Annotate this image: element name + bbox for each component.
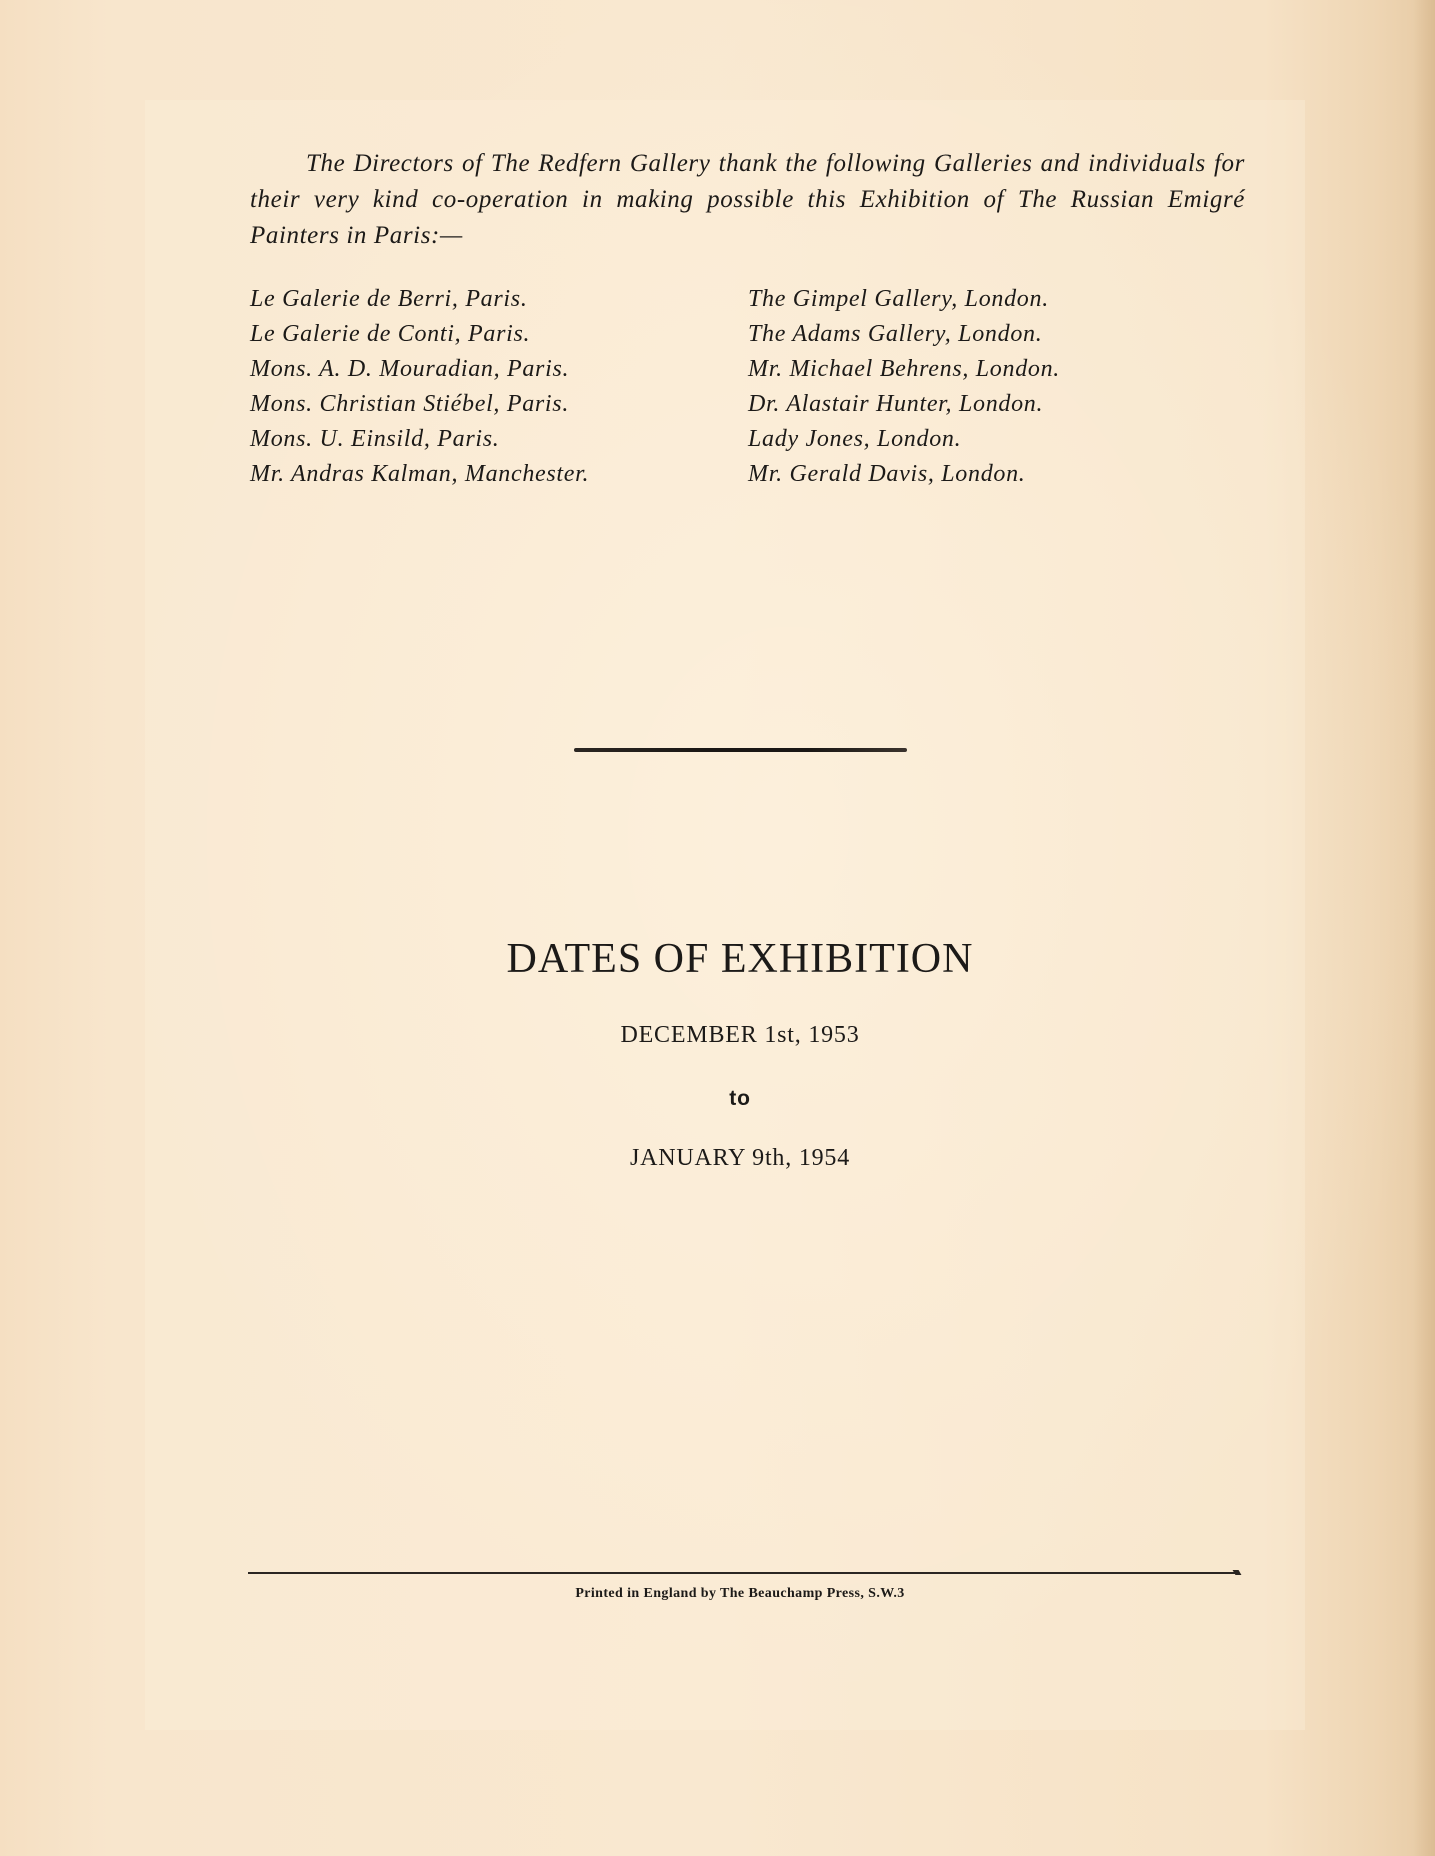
date-separator: to [729,1087,751,1110]
credits-list-left [250,282,589,492]
credit-item: Mons. A. D. Mouradian, Paris. [250,356,570,382]
credit-item: The Adams Gallery, London. [748,321,1043,347]
credit-item: The Gimpel Gallery, London. [748,286,1049,312]
exhibition-end-date: JANUARY 9th, 1954 [629,1145,851,1171]
credit-item: Lady Jones, London. [748,426,962,452]
page-edge-shadow [1413,0,1435,1856]
credit-item: Le Galerie de Conti, Paris. [250,321,531,347]
exhibition-start-date: DECEMBER 1st, 1953 [620,1022,860,1048]
credit-item: Dr. Alastair Hunter, London. [748,391,1044,417]
credit-item: Le Galerie de Berri, Paris. [250,286,528,312]
printer-imprint: Printed in England by The Beauchamp Press, S.W.3 [575,1586,905,1601]
dates-heading: DATES OF EXHIBITION [506,936,974,982]
credit-item: Mr. Andras Kalman, Manchester. [250,461,590,487]
credits-list-right [748,282,1060,492]
acknowledgement-paragraph: The Directors of The Redfern Gallery thank the following Galleries and individuals for their very kind co-operation in making possible this Exhibition of The Russian Emigré Painters in Paris:— [250,150,1245,249]
footer-rule [248,1572,1236,1574]
credit-item: Mr. Michael Behrens, London. [748,356,1061,382]
credit-item: Mons. U. Einsild, Paris. [250,426,500,452]
credit-item: Mons. Christian Stiébel, Paris. [250,391,570,417]
credit-item: Mr. Gerald Davis, London. [748,461,1026,487]
section-divider [574,748,907,752]
